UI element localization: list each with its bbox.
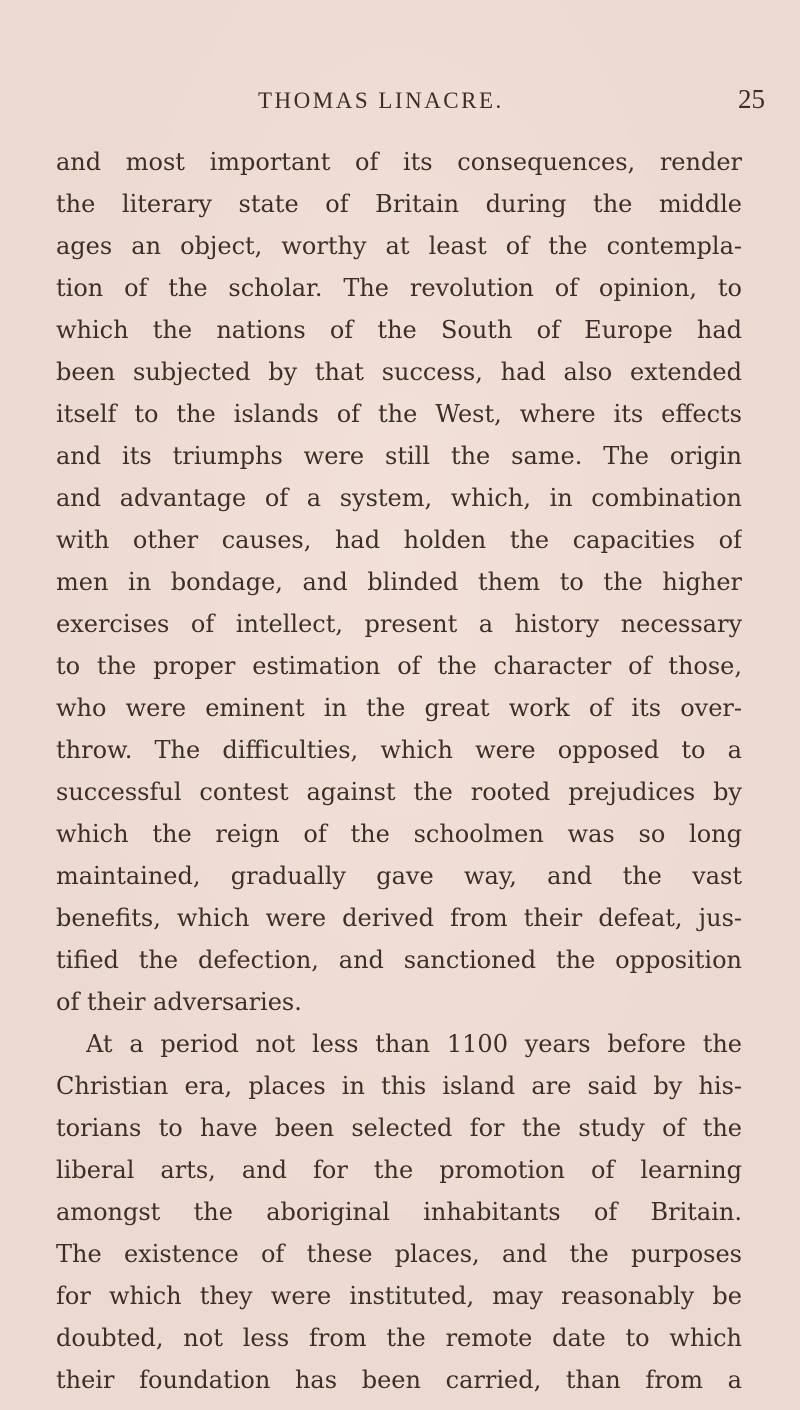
text-line: doubted, not less from the remote date to which [56, 1324, 742, 1352]
text-line: liberal arts, and for the promotion of learning [56, 1156, 742, 1184]
text-line: The existence of these places, and the purposes [56, 1240, 742, 1268]
text-line: which the reign of the schoolmen was so long [56, 820, 742, 848]
running-title: THOMAS LINACRE. [258, 88, 504, 113]
text-line: for which they were instituted, may reasonably be [56, 1282, 742, 1310]
text-line: amongst the aboriginal inhabitants of Britain. [56, 1198, 742, 1226]
text-line: and advantage of a system, which, in combination [56, 484, 742, 512]
paragraph-end-line: of their adversaries. [56, 988, 302, 1016]
text-line: and most important of its consequences, render [56, 148, 742, 176]
text-line: torians to have been selected for the study of the [56, 1114, 742, 1142]
page-number: 25 [738, 84, 765, 114]
text-line: maintained, gradually gave way, and the vast [56, 862, 742, 890]
text-line: the literary state of Britain during the middle [56, 190, 742, 218]
text-line: benefits, which were derived from their defeat, jus- [56, 904, 742, 932]
text-line: throw. The difficulties, which were opposed to a [56, 736, 742, 764]
text-line: itself to the islands of the West, where its effects [56, 400, 742, 428]
text-line: been subjected by that success, had also extended [56, 358, 742, 386]
text-line: tified the defection, and sanctioned the opposition [56, 946, 742, 974]
text-line: and its triumphs were still the same. The origin [56, 442, 742, 470]
text-line: their foundation has been carried, than from a [56, 1366, 742, 1394]
text-line: tion of the scholar. The revolution of opinion, to [56, 274, 742, 302]
paragraph-first-line: At a period not less than 1100 years before the [86, 1030, 742, 1058]
text-line: exercises of intellect, present a history necessary [56, 610, 742, 638]
text-line: men in bondage, and blinded them to the higher [56, 568, 742, 596]
text-line: successful contest against the rooted prejudices by [56, 778, 742, 806]
text-line: to the proper estimation of the character of those, [56, 652, 742, 680]
text-line: with other causes, had holden the capacities of [56, 526, 742, 554]
text-line: ages an object, worthy at least of the contempla- [56, 232, 742, 260]
text-line: Christian era, places in this island are said by his- [56, 1072, 742, 1100]
text-line: which the nations of the South of Europe had [56, 316, 742, 344]
text-line: who were eminent in the great work of its over- [56, 694, 742, 722]
